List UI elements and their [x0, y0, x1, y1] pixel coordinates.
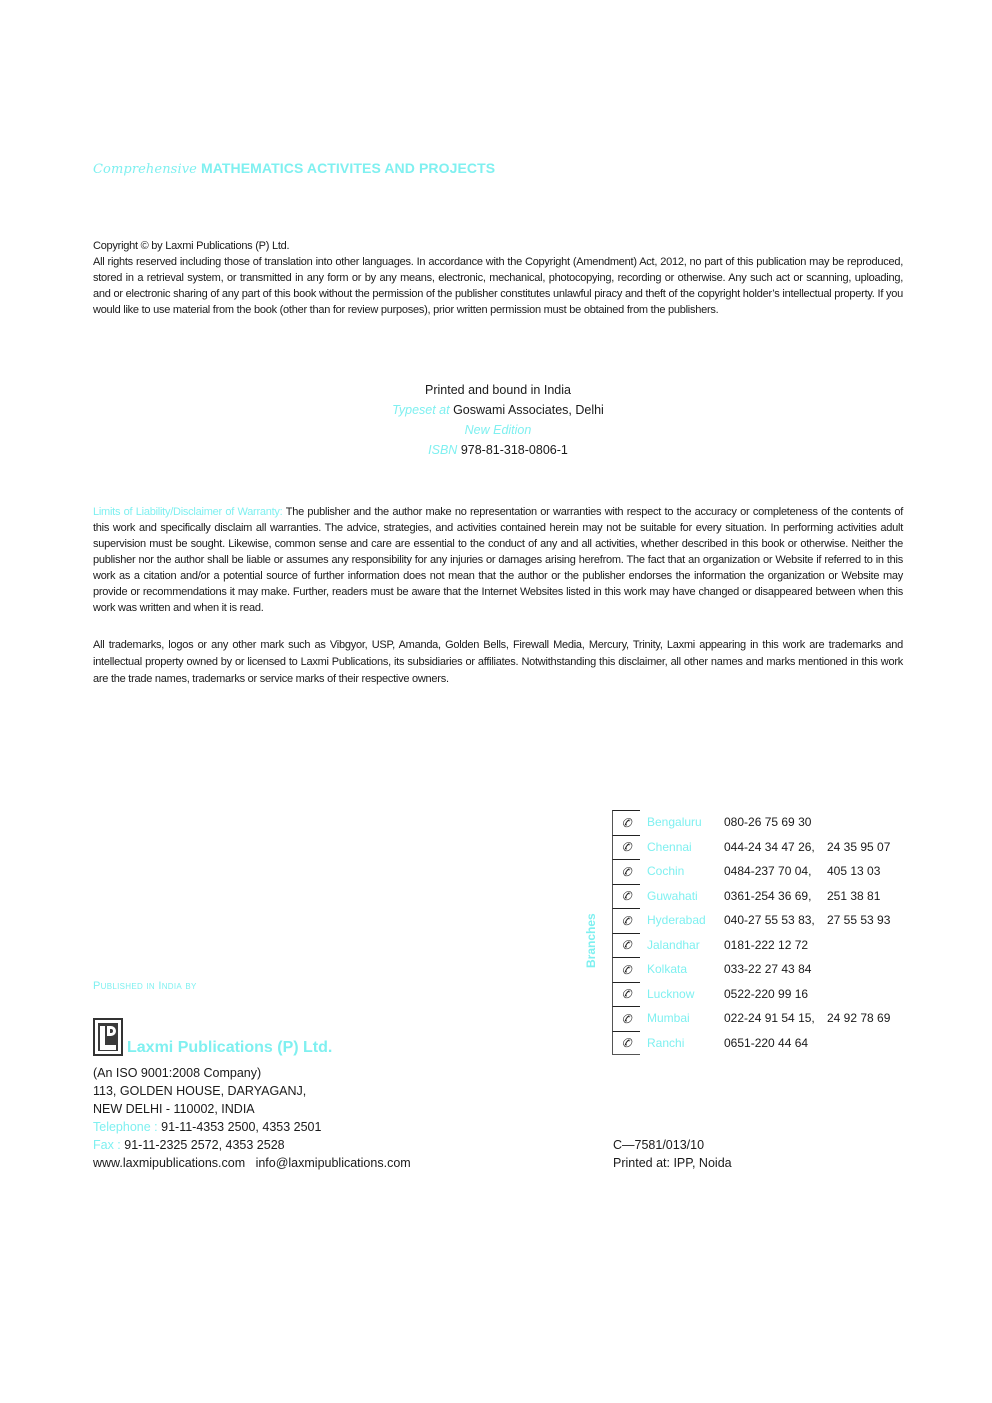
branch-row: [612, 957, 890, 982]
trademarks-section: [93, 637, 903, 688]
branch-row: [612, 1006, 890, 1031]
phone-icon: ✆: [612, 933, 640, 958]
branch-phone-1: 0651-220 44 64: [724, 1035, 809, 1050]
branch-city: Kolkata: [647, 962, 688, 977]
branch-phone-2: 405 13 03: [827, 864, 881, 879]
telephone-value: 91-11-4353 2500, 4353 2501: [161, 1120, 322, 1134]
book-title-header: [93, 160, 495, 177]
branch-phone-2: 27 55 53 93: [827, 913, 891, 928]
typeset-line: [300, 400, 696, 420]
branch-city: Bengaluru: [647, 815, 702, 830]
disclaimer-label: Limits of Liability/Disclaimer of Warranty:: [93, 506, 283, 518]
book-series-script: Comprehensive: [93, 162, 197, 177]
branch-row: [612, 933, 890, 958]
branch-row: [612, 810, 890, 835]
address-line-2: NEW DELHI - 110002, INDIA: [93, 1102, 255, 1116]
branch-phone-1: 080-26 75 69 30: [724, 815, 812, 830]
branch-phone-1: 0522-220 99 16: [724, 986, 809, 1001]
printed-in-india: Printed and bound in India: [425, 383, 571, 397]
typeset-value: Goswami Associates, Delhi: [453, 403, 604, 417]
published-in-india-label: Published in India by: [93, 980, 197, 992]
branch-city: Cochin: [647, 864, 685, 879]
trademarks-body: All trademarks, logos or any other mark such as Vibgyor, USP, Amanda, Golden Bells, Firewall Media, Mercury, Trinity, Laxmi appearing in this work are trademarks and intellectual property owned by or licensed to Laxmi Publications, its subsidiaries or affiliates. Notwithstanding this disclaimer, all other names and marks mentioned in this work are the trade names, trademarks or service marks of their respective owners.: [93, 639, 903, 685]
branch-phone-2: 251 38 81: [827, 888, 881, 903]
telephone-label: Telephone :: [93, 1120, 158, 1134]
branch-row: [612, 835, 890, 860]
copyright-body: All rights reserved including those of translation into other languages. In accordance with the Copyright (Amendment) Act, 2012, no part of this publication may be reproduced, stored in a retrieval system, or transmitted in any form or by any means, electronic, mechanical, photocopying, recording or otherwise. Any such act or scanning, uploading, and or electronic sharing of any part of this book without the permission of the publisher constitutes unlawful piracy and theft of the copyright holder’s intellectual property. If you would like to use material from the book (other than for review purposes), prior written permission must be obtained from the publishers.: [93, 256, 903, 316]
branch-phone-1: 022-24 91 54 15,: [724, 1011, 815, 1026]
printed-at: Printed at: IPP, Noida: [613, 1156, 732, 1170]
branch-row: [612, 982, 890, 1007]
branch-phone-1: 044-24 34 47 26,: [724, 839, 815, 854]
branch-row: [612, 908, 890, 933]
lp-logo-icon: [93, 1018, 123, 1056]
email-link[interactable]: info@laxmipublications.com: [255, 1156, 411, 1170]
copyright-line: Copyright © by Laxmi Publications (P) Ltd.: [93, 240, 290, 252]
copyright-section: [93, 238, 903, 318]
branch-phone-1: 0484-237 70 04,: [724, 864, 812, 879]
branches-label: Branches: [584, 913, 598, 968]
branch-row: [612, 1031, 890, 1056]
phone-icon: ✆: [612, 810, 640, 835]
branch-phone-1: 0361-254 36 69,: [724, 888, 812, 903]
branch-city: Ranchi: [647, 1035, 685, 1050]
branch-phone-1: 0181-222 12 72: [724, 937, 809, 952]
imprint-block: [300, 380, 696, 460]
print-info: [613, 1136, 732, 1172]
isbn-value: 978-81-318-0806-1: [460, 443, 568, 457]
branch-city: Mumbai: [647, 1011, 690, 1026]
phone-icon: ✆: [612, 982, 640, 1007]
phone-icon: ✆: [612, 957, 640, 982]
phone-icon: ✆: [612, 835, 640, 860]
website-link[interactable]: www.laxmipublications.com: [93, 1156, 246, 1170]
branch-city: Hyderabad: [647, 913, 706, 928]
typeset-label: Typeset at: [392, 403, 450, 417]
fax-value: 91-11-2325 2572, 4353 2528: [124, 1138, 285, 1152]
publisher-logo-row: [93, 1018, 332, 1056]
branch-city: Lucknow: [647, 986, 695, 1001]
fax-line: [93, 1136, 411, 1154]
publisher-address: [93, 1064, 411, 1172]
phone-icon: ✆: [612, 1006, 640, 1031]
phone-icon: ✆: [612, 1031, 640, 1056]
branch-city: Guwahati: [647, 888, 698, 903]
disclaimer-section: [93, 504, 903, 616]
edition-label: New Edition: [464, 423, 532, 437]
contact-line: [93, 1154, 411, 1172]
telephone-line: [93, 1118, 411, 1136]
branch-city: Chennai: [647, 839, 692, 854]
address-line-1: 113, GOLDEN HOUSE, DARYAGANJ,: [93, 1084, 307, 1098]
phone-icon: ✆: [612, 859, 640, 884]
fax-label: Fax :: [93, 1138, 121, 1152]
publisher-name: Laxmi Publications (P) Ltd.: [127, 1039, 333, 1056]
book-title: MATHEMATICS ACTIVITES AND PROJECTS: [200, 160, 496, 176]
branch-phone-2: 24 92 78 69: [827, 1011, 891, 1026]
branch-phone-2: 24 35 95 07: [827, 839, 891, 854]
branch-row: [612, 884, 890, 909]
branch-phone-1: 040-27 55 53 83,: [724, 913, 815, 928]
phone-icon: ✆: [612, 884, 640, 909]
branch-phone-1: 033-22 27 43 84: [724, 962, 812, 977]
disclaimer-body: The publisher and the author make no representation or warranties with respect to the accuracy or completeness of the contents of this work and specifically disclaim all warranties. The advice, strategies, and activities contained herein may not be suitable for every situation. In performing activities adult supervision must be sought. Likewise, common sense and care are essential to the conduct of any and all activities, whether described in this book or otherwise. Neither the publisher nor the author shall be liable or assumes any responsibility for any injuries or damages arising herefrom. The fact that an organization or Website if referred to in this work as a citation and/or a potential source of further information does not mean that the author or the publisher endorses the information the organization or Website may provide or recommendations it may make. Further, readers must be aware that the Internet Websites listed in this work may have changed or disappeared between when this work was written and when it is read.: [93, 506, 904, 614]
isbn-label: ISBN: [428, 443, 458, 457]
branch-city: Jalandhar: [647, 937, 700, 952]
isbn-line: [300, 440, 696, 460]
iso-certification: (An ISO 9001:2008 Company): [93, 1066, 262, 1080]
branch-row: [612, 859, 890, 884]
phone-icon: ✆: [612, 908, 640, 933]
print-code: C—7581/013/10: [613, 1138, 705, 1152]
branches-table: [612, 810, 890, 1055]
